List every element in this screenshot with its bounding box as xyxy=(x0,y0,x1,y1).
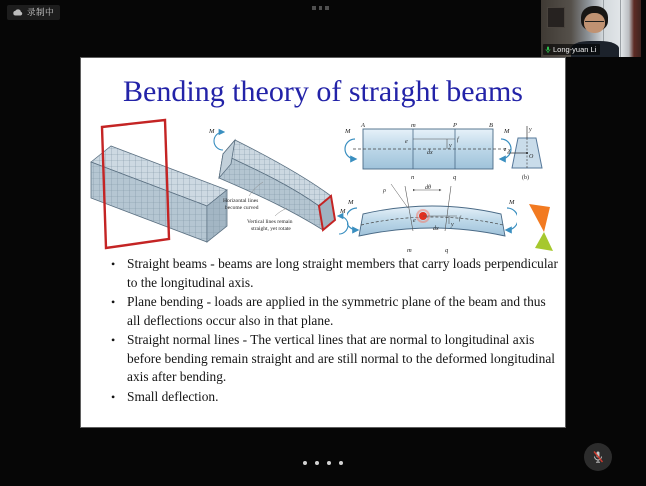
moment-arrow xyxy=(347,199,357,230)
svg-text:m: m xyxy=(411,122,416,129)
participant-glasses xyxy=(585,21,604,25)
svg-text:q: q xyxy=(453,174,457,181)
page-indicator xyxy=(0,461,646,465)
svg-text:O: O xyxy=(529,154,534,160)
bent-beam-mesh xyxy=(219,140,331,230)
tension-stress-triangle xyxy=(529,204,550,232)
moment-arrow xyxy=(344,128,355,159)
svg-text:z: z xyxy=(504,147,507,153)
svg-text:A: A xyxy=(361,122,365,129)
svg-text:dθ: dθ xyxy=(425,185,431,191)
svg-text:f: f xyxy=(457,137,459,143)
window-frame-line xyxy=(620,0,621,57)
page-dot[interactable] xyxy=(327,461,331,465)
bullet-item: • Plane bending - loads are applied in the symmetric plane of the beam and thus all deflections occur also in that plane. xyxy=(127,293,559,330)
svg-text:q: q xyxy=(445,247,449,254)
svg-text:y: y xyxy=(451,222,454,228)
svg-text:e: e xyxy=(405,139,408,145)
moment-label: M xyxy=(209,128,215,135)
mic-muted-icon xyxy=(591,450,605,464)
svg-text:ρ: ρ xyxy=(383,188,386,194)
moment-label: M xyxy=(348,199,354,206)
meeting-controls-handle[interactable] xyxy=(312,6,329,10)
svg-text:x: x xyxy=(508,148,511,154)
svg-text:f: f xyxy=(459,216,461,222)
svg-text:P: P xyxy=(453,122,457,129)
participant-video-tile[interactable] xyxy=(541,0,641,57)
dot-icon xyxy=(319,6,323,10)
slide-title: Bending theory of straight beams xyxy=(123,75,523,108)
svg-text:become curved: become curved xyxy=(225,205,259,211)
annotation-vertical-lines xyxy=(247,208,293,232)
recording-badge[interactable] xyxy=(7,5,60,20)
video-picture-frame xyxy=(547,7,565,28)
figure-curved-beam xyxy=(209,124,349,250)
moment-label: M xyxy=(345,128,351,135)
page-dot[interactable] xyxy=(315,461,319,465)
bullet-item: • Straight beams - beams are long straight members that carry loads perpendicular to the longitudinal axis. xyxy=(127,255,559,292)
svg-text:Vertical lines remain: Vertical lines remain xyxy=(247,219,293,225)
mic-muted-button[interactable] xyxy=(584,443,612,471)
dot-icon xyxy=(325,6,329,10)
dot-icon xyxy=(312,6,316,10)
participant-name: Long-yuan Li xyxy=(553,45,597,54)
svg-text:n: n xyxy=(411,174,415,181)
moment-arrow xyxy=(209,128,223,150)
page-dot[interactable] xyxy=(339,461,343,465)
svg-text:dx: dx xyxy=(427,150,433,156)
moment-label: M xyxy=(509,199,515,206)
svg-text:B: B xyxy=(489,122,493,129)
bullet-item: • Small deflection. xyxy=(127,388,559,407)
beam-mesh xyxy=(91,146,227,242)
svg-text:m: m xyxy=(407,247,412,254)
svg-text:Horizontal lines: Horizontal lines xyxy=(223,198,259,204)
figure-undeformed-beam xyxy=(343,121,513,186)
moment-label: M xyxy=(504,128,510,135)
svg-text:y: y xyxy=(449,143,452,149)
svg-text:e: e xyxy=(413,218,416,224)
svg-text:straight, yet rotate: straight, yet rotate xyxy=(251,226,291,232)
svg-text:dx: dx xyxy=(433,226,439,232)
slide-bullet-list xyxy=(105,255,559,407)
compression-stress-triangle xyxy=(535,232,553,251)
moment-label: M xyxy=(340,208,346,215)
mic-live-icon xyxy=(545,46,551,54)
svg-text:(b): (b) xyxy=(522,175,529,181)
figure-cross-section xyxy=(503,124,551,182)
page-dot[interactable] xyxy=(303,461,307,465)
bullet-item: • Straight normal lines - The vertical lines that are normal to longitudinal axis before bending remain straight and are still normal to the deformed longitudinal axis after bending. xyxy=(127,331,559,387)
participant-name-tag xyxy=(543,44,600,55)
recording-label: 录制中 xyxy=(27,7,55,17)
figure-stress-distribution xyxy=(505,196,555,258)
svg-text:y: y xyxy=(529,127,532,133)
shared-screen-slide xyxy=(80,57,566,428)
figure-deformed-beam xyxy=(347,184,517,256)
cloud-recording-icon xyxy=(13,9,23,16)
